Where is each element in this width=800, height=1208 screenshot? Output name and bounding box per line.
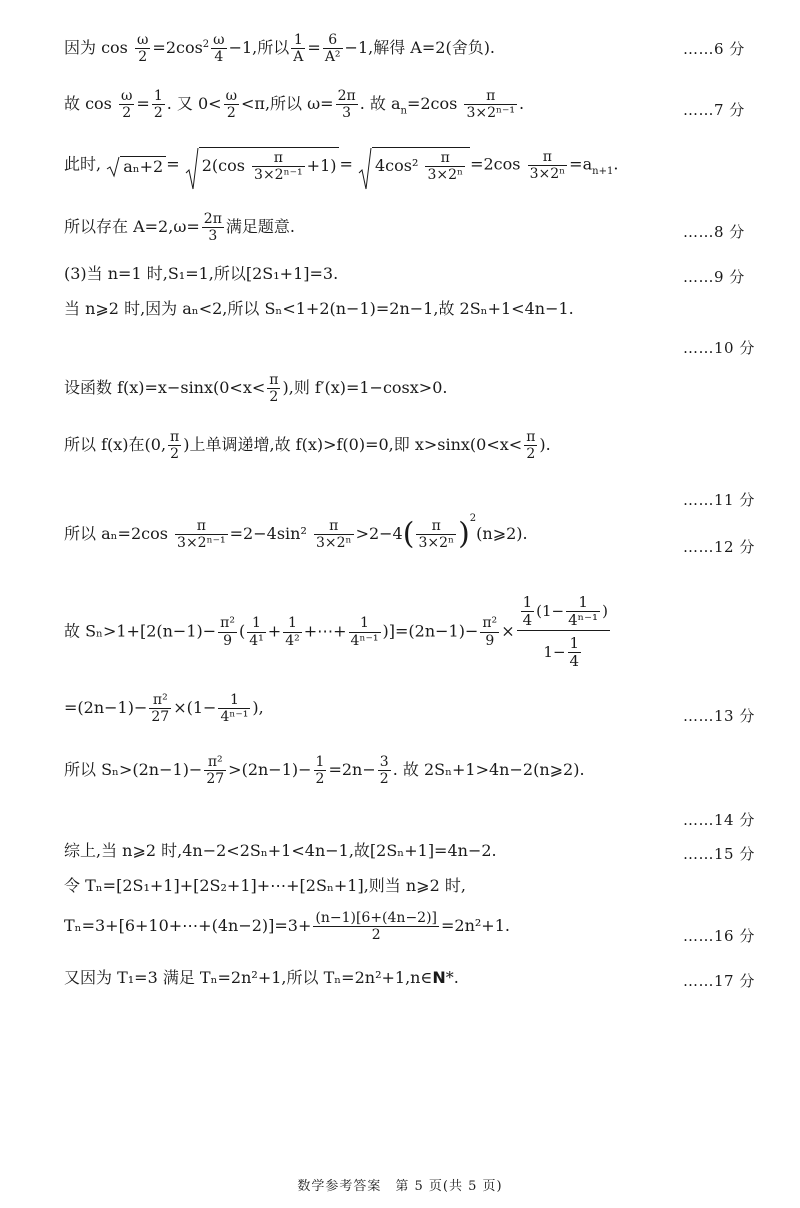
line-12: [64, 754, 585, 787]
text: =2cos: [152, 38, 203, 58]
text: 所以存在 A=2,ω=: [64, 217, 200, 237]
line-16: [64, 970, 459, 986]
fraction: $\frac{\omega}{4}$: [213, 32, 225, 66]
fraction: $\frac{\pi}{2}$: [269, 372, 279, 406]
text: (n⩾2).: [476, 524, 528, 544]
sqrt: 4cos² $\frac{\pi}{\text{3×2ⁿ}}$: [358, 147, 470, 183]
text: (: [239, 621, 246, 641]
line-1: [64, 32, 495, 65]
fraction: $\frac{1}{\text{4²}}$: [285, 615, 300, 649]
line-11: [64, 692, 264, 725]
text: 设函数 f(x)=x−sinx(0<x<: [64, 378, 266, 398]
line-6: 当 n⩾2 时,因为 aₙ<2,所以 Sₙ<1+2(n−1)=2n−1,故 2Sₙ+1<4n−1.: [64, 299, 574, 318]
line-10: [64, 594, 612, 670]
text: ×(1−: [173, 698, 217, 718]
naturals-symbol: N: [432, 968, 446, 987]
text: =: [339, 154, 353, 174]
fraction: $\frac{1}{\text{4¹}}$: [249, 615, 264, 649]
text: >(2n−1)−: [228, 760, 312, 780]
text: . 故 2Sₙ+1>4n−2(n⩾2).: [392, 760, 585, 780]
fraction: $\frac{3}{2}$: [379, 754, 389, 788]
text: =a: [569, 154, 593, 174]
fraction: $\frac{\pi}{\text{3×2ⁿ}}$: [315, 518, 352, 552]
fraction: $\frac{\omega}{2}$: [225, 88, 238, 122]
fraction: $\frac{(n-1)[6+(4n-2)]}{2}$: [315, 910, 437, 944]
line-14: 令 Tₙ=[2S₁+1]+[2S₂+1]+⋯+[2Sₙ+1],则当 n⩾2 时,: [64, 876, 466, 895]
fraction: $\frac{1}{\text{4ⁿ⁻¹}}$: [220, 692, 249, 726]
text: =2n²+1.: [441, 916, 510, 936]
text: 所以 Sₙ>(2n−1)−: [64, 760, 203, 780]
text: .: [613, 154, 619, 174]
text: ),: [252, 698, 264, 718]
line-3: [64, 147, 618, 183]
superscript: 2: [202, 38, 210, 50]
score-11: ……11 分: [683, 491, 755, 509]
text: Tₙ=3+[6+10+⋯+(4n−2)]=3+: [64, 916, 312, 936]
text: <π,所以 ω=: [241, 94, 334, 114]
text: =2cos: [470, 154, 526, 174]
score-14: ……14 分: [683, 811, 755, 829]
line-9: 所以 aₙ=2cos $\frac{\pi}{\text{3×2ⁿ⁻¹}}$ =2−4sin² $\frac{\pi}{\text{3×2ⁿ}}$ >2−4( $\frac{\pi}{\text{3×2ⁿ}}$ )$^2$(n⩾2).: [64, 513, 528, 552]
line-5: (3)当 n=1 时,S₁=1,所以[2S₁+1]=3.: [64, 264, 339, 283]
fraction: $\frac{2\pi}{3}$: [337, 88, 356, 122]
text: =2n−: [328, 760, 376, 780]
sqrt: 2(cos $\frac{\pi}{\text{3×2ⁿ⁻¹}}$ +1): [185, 147, 340, 183]
score-8: ……8 分: [683, 223, 745, 241]
fraction: $\frac{\text{π²}}{9}$: [220, 615, 235, 649]
text: 满足题意.: [225, 217, 295, 237]
score-6: ……6 分: [683, 40, 745, 58]
fraction: $\frac{\pi}{\text{3×2ⁿ⁻¹}}$: [466, 88, 516, 122]
sqrt: aₙ+2: [106, 156, 166, 175]
text: =(2n−1)−: [64, 698, 148, 718]
compound-fraction: $\frac{1}{4}$ (1− $\frac{1}{\text{4ⁿ⁻¹}}$ ) 1− $\frac{1}{4}$: [517, 594, 610, 670]
line-7: [64, 372, 447, 405]
fraction: $\frac{\text{π²}}{27}$: [151, 692, 170, 726]
text: >2−4: [355, 524, 403, 544]
score-17: ……17 分: [683, 972, 755, 990]
text: )上单调递增,故 f(x)>f(0)=0,即 x>sinx(0<x<: [183, 435, 523, 455]
text: ),则 f′(x)=1−cosx>0.: [282, 378, 448, 398]
score-15: ……15 分: [683, 845, 755, 863]
fraction: $\frac{\pi}{2}$: [170, 429, 180, 463]
fraction: $\frac{\text{π²}}{9}$: [482, 615, 498, 649]
fraction: $\frac{1}{2}$: [315, 754, 325, 788]
text: =: [136, 94, 150, 114]
text: . 又 0<: [166, 94, 222, 114]
text: =: [307, 38, 321, 58]
text: . 故 a: [359, 94, 401, 114]
fraction: $\frac{\text{π²}}{27}$: [206, 754, 225, 788]
text: 故 cos: [64, 94, 117, 114]
fraction: $\frac{\pi}{\text{3×2ⁿ}}$: [529, 148, 566, 182]
fraction: $\frac{\pi}{2}$: [526, 429, 536, 463]
text: )]=(2n−1)−: [382, 621, 479, 641]
line-15: [64, 910, 510, 943]
text: +⋯+: [303, 621, 347, 641]
score-12: ……12 分: [683, 538, 755, 556]
text: =2cos: [406, 94, 463, 114]
score-16: ……16 分: [683, 927, 755, 945]
text: ).: [539, 435, 551, 455]
score-7: ……7 分: [683, 101, 745, 119]
text: =2−4sin²: [229, 524, 312, 544]
line-2: [64, 88, 524, 121]
score-10: ……10 分: [683, 339, 755, 357]
superscript: 2: [469, 513, 477, 525]
score-9: ……9 分: [683, 268, 745, 286]
text: .: [519, 94, 525, 114]
text: ×: [501, 621, 515, 641]
text: 此时,: [64, 154, 102, 174]
fraction: $\frac{\omega}{2}$: [120, 88, 133, 122]
text: 所以 aₙ=2cos: [64, 524, 174, 544]
score-13: ……13 分: [683, 707, 755, 725]
text: 因为 cos: [64, 38, 133, 58]
page-footer: 数学参考答案 第 5 页(共 5 页): [297, 1179, 503, 1194]
text: −1,所以: [228, 38, 290, 58]
fraction: $\frac{\pi}{\text{3×2ⁿ}}$: [418, 518, 455, 552]
text: 故 Sₙ>1+[2(n−1)−: [64, 621, 217, 641]
text: *.: [445, 968, 459, 987]
text: −1,解得 A=2(舍负).: [344, 38, 496, 58]
fraction: $\frac{1}{A}$: [293, 32, 304, 66]
fraction: $\frac{6}{\text{A²}}$: [324, 32, 341, 66]
text: =: [166, 154, 180, 174]
subscript: n+1: [592, 165, 614, 177]
text: +: [267, 621, 282, 641]
line-8: [64, 429, 551, 462]
line-13: 综上,当 n⩾2 时,4n−2<2Sₙ+1<4n−1,故[2Sₙ+1]=4n−2.: [64, 841, 497, 860]
line-4: [64, 211, 295, 244]
fraction: $\frac{\omega}{2}$: [136, 32, 149, 66]
text: 所以 f(x)在(0,: [64, 435, 167, 455]
fraction: $\frac{1}{2}$: [153, 88, 163, 122]
fraction: $\frac{1}{\text{4ⁿ⁻¹}}$: [350, 615, 379, 649]
fraction: $\frac{2\pi}{3}$: [203, 211, 222, 245]
text: 又因为 T₁=3 满足 Tₙ=2n²+1,所以 Tₙ=2n²+1,n∈: [64, 968, 433, 987]
subscript: n: [400, 105, 407, 117]
fraction: $\frac{\pi}{\text{3×2ⁿ⁻¹}}$: [177, 518, 226, 552]
